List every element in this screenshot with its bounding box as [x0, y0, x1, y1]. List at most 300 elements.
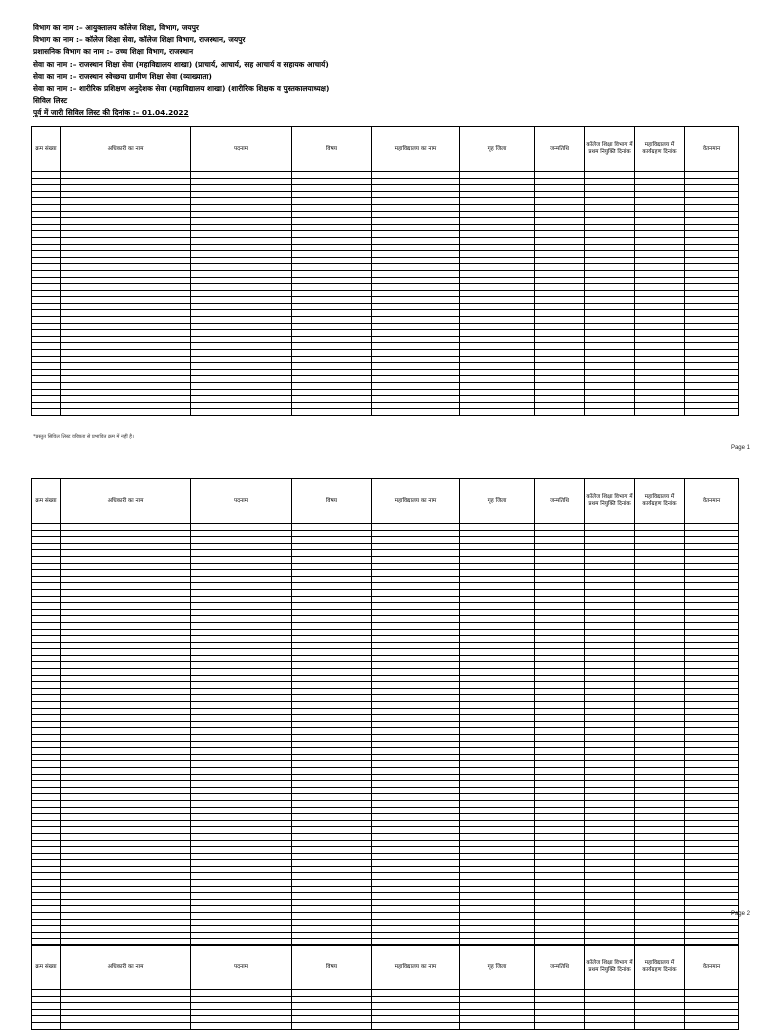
table-cell	[535, 589, 585, 596]
table-cell	[685, 800, 739, 807]
table-cell	[61, 583, 191, 590]
table-cell	[635, 860, 685, 867]
table-cell	[585, 172, 635, 179]
table-cell	[292, 556, 372, 563]
table-cell	[635, 932, 685, 939]
table-cell	[32, 721, 61, 728]
table-cell	[292, 636, 372, 643]
table-cell	[61, 761, 191, 768]
table-cell	[535, 688, 585, 695]
table-cell	[685, 1022, 739, 1029]
table-cell	[191, 191, 292, 198]
table-cell	[191, 211, 292, 218]
table-row	[32, 178, 739, 185]
table-cell	[535, 524, 585, 531]
table-cell	[32, 336, 61, 343]
table-cell	[635, 899, 685, 906]
table-cell	[460, 257, 535, 264]
table-cell	[685, 257, 739, 264]
table-cell	[61, 787, 191, 794]
table-cell	[585, 530, 635, 537]
table-cell	[191, 603, 292, 610]
table-cell	[535, 996, 585, 1003]
civil-list-table-page-2	[31, 478, 739, 946]
table-cell	[535, 728, 585, 735]
table-cell	[460, 827, 535, 834]
table-cell	[61, 310, 191, 317]
table-cell	[685, 409, 739, 416]
table-cell	[372, 741, 460, 748]
table-cell	[32, 350, 61, 357]
table-cell	[292, 860, 372, 867]
table-cell	[191, 389, 292, 396]
table-cell	[292, 1003, 372, 1010]
table-cell	[292, 343, 372, 350]
table-cell	[191, 1022, 292, 1029]
table-cell	[685, 833, 739, 840]
table-cell	[585, 767, 635, 774]
table-cell	[685, 932, 739, 939]
table-cell	[292, 218, 372, 225]
table-cell	[585, 198, 635, 205]
table-cell	[191, 715, 292, 722]
table-cell	[191, 669, 292, 676]
table-cell	[460, 728, 535, 735]
table-cell	[585, 735, 635, 742]
table-cell	[372, 847, 460, 854]
table-cell	[460, 178, 535, 185]
table-cell	[61, 748, 191, 755]
table-cell	[61, 932, 191, 939]
table-cell	[61, 873, 191, 880]
table-cell	[372, 609, 460, 616]
table-cell	[460, 350, 535, 357]
table-cell	[292, 596, 372, 603]
table-cell	[372, 369, 460, 376]
table-row	[32, 754, 739, 761]
table-cell	[635, 774, 685, 781]
table-cell	[685, 383, 739, 390]
table-cell	[460, 383, 535, 390]
table-cell	[635, 1016, 685, 1023]
table-cell	[535, 198, 585, 205]
table-cell	[61, 303, 191, 310]
table-cell	[460, 218, 535, 225]
table-cell	[32, 524, 61, 531]
table-cell	[585, 389, 635, 396]
table-cell	[61, 402, 191, 409]
table-row	[32, 649, 739, 656]
table-row	[32, 735, 739, 742]
table-cell	[191, 556, 292, 563]
table-cell	[635, 649, 685, 656]
table-cell	[292, 886, 372, 893]
table-cell	[635, 642, 685, 649]
table-cell	[292, 237, 372, 244]
table-cell	[460, 906, 535, 913]
table-cell	[292, 893, 372, 900]
table-cell	[535, 893, 585, 900]
table-cell	[61, 926, 191, 933]
table-row	[32, 185, 739, 192]
table-cell	[32, 728, 61, 735]
table-cell	[191, 926, 292, 933]
table-cell	[292, 840, 372, 847]
table-cell	[191, 383, 292, 390]
table-cell	[372, 402, 460, 409]
table-cell	[535, 781, 585, 788]
table-cell	[191, 284, 292, 291]
table-cell	[635, 873, 685, 880]
table-cell	[460, 761, 535, 768]
table-cell	[635, 996, 685, 1003]
table-cell	[292, 919, 372, 926]
table-row	[32, 833, 739, 840]
table-cell	[372, 932, 460, 939]
table-cell	[61, 682, 191, 689]
table-cell	[32, 649, 61, 656]
table-cell	[292, 191, 372, 198]
table-cell	[460, 996, 535, 1003]
table-cell	[535, 932, 585, 939]
table-row	[32, 363, 739, 370]
table-cell	[685, 172, 739, 179]
table-cell	[292, 688, 372, 695]
table-cell	[372, 596, 460, 603]
table-cell	[585, 675, 635, 682]
table-cell	[32, 893, 61, 900]
table-cell	[372, 913, 460, 920]
table-cell	[635, 530, 685, 537]
table-cell	[372, 622, 460, 629]
table-cell	[585, 589, 635, 596]
table-row	[32, 550, 739, 557]
table-cell	[685, 185, 739, 192]
table-cell	[292, 616, 372, 623]
table-cell	[61, 728, 191, 735]
table-cell	[460, 642, 535, 649]
table-cell	[585, 270, 635, 277]
table-cell	[685, 1009, 739, 1016]
table-cell	[372, 886, 460, 893]
table-cell	[585, 748, 635, 755]
table-cell	[635, 264, 685, 271]
table-row	[32, 781, 739, 788]
table-cell	[292, 853, 372, 860]
table-cell	[292, 642, 372, 649]
table-cell	[535, 343, 585, 350]
table-cell	[585, 350, 635, 357]
table-cell	[460, 396, 535, 403]
table-cell	[460, 622, 535, 629]
col-home-district: गृह जिला	[460, 479, 535, 524]
table-cell	[685, 741, 739, 748]
table-cell	[585, 409, 635, 416]
table-cell	[685, 363, 739, 370]
table-cell	[635, 906, 685, 913]
table-cell	[372, 866, 460, 873]
table-row	[32, 543, 739, 550]
table-cell	[32, 290, 61, 297]
table-cell	[61, 616, 191, 623]
table-cell	[460, 389, 535, 396]
table-cell	[191, 748, 292, 755]
table-cell	[191, 735, 292, 742]
table-cell	[372, 669, 460, 676]
table-cell	[585, 556, 635, 563]
table-row	[32, 264, 739, 271]
page-number: Page 2	[730, 911, 750, 917]
table-cell	[585, 570, 635, 577]
table-cell	[61, 636, 191, 643]
table-cell	[292, 356, 372, 363]
table-cell	[32, 800, 61, 807]
table-cell	[685, 735, 739, 742]
table-cell	[32, 616, 61, 623]
table-cell	[635, 270, 685, 277]
table-cell	[32, 356, 61, 363]
table-cell	[635, 1009, 685, 1016]
table-cell	[32, 204, 61, 211]
table-cell	[635, 1003, 685, 1010]
table-cell	[32, 873, 61, 880]
table-cell	[460, 820, 535, 827]
table-cell	[685, 264, 739, 271]
table-row	[32, 224, 739, 231]
table-cell	[61, 820, 191, 827]
table-cell	[292, 297, 372, 304]
table-cell	[372, 363, 460, 370]
table-cell	[372, 218, 460, 225]
table-cell	[635, 767, 685, 774]
table-cell	[585, 886, 635, 893]
table-cell	[460, 556, 535, 563]
table-cell	[585, 583, 635, 590]
table-cell	[292, 827, 372, 834]
table-cell	[372, 343, 460, 350]
table-row	[32, 244, 739, 251]
table-cell	[635, 583, 685, 590]
table-cell	[685, 323, 739, 330]
table-cell	[61, 556, 191, 563]
table-cell	[685, 290, 739, 297]
table-cell	[685, 244, 739, 251]
table-cell	[61, 596, 191, 603]
table-cell	[32, 530, 61, 537]
table-cell	[372, 655, 460, 662]
table-cell	[61, 781, 191, 788]
table-cell	[292, 767, 372, 774]
table-cell	[32, 741, 61, 748]
table-cell	[191, 840, 292, 847]
table-cell	[585, 990, 635, 997]
table-cell	[191, 899, 292, 906]
table-cell	[585, 814, 635, 821]
table-cell	[32, 396, 61, 403]
table-cell	[61, 990, 191, 997]
table-row	[32, 886, 739, 893]
table-cell	[460, 251, 535, 258]
table-cell	[32, 853, 61, 860]
table-cell	[535, 886, 585, 893]
table-header-row	[32, 479, 739, 524]
table-cell	[32, 570, 61, 577]
table-cell	[372, 926, 460, 933]
table-row	[32, 761, 739, 768]
table-cell	[635, 524, 685, 531]
col-home-district: गृह जिला	[460, 127, 535, 172]
table-cell	[685, 616, 739, 623]
table-cell	[635, 603, 685, 610]
table-cell	[32, 906, 61, 913]
table-cell	[292, 754, 372, 761]
table-cell	[61, 178, 191, 185]
table-cell	[535, 570, 585, 577]
table-cell	[191, 642, 292, 649]
table-cell	[460, 603, 535, 610]
table-cell	[32, 603, 61, 610]
table-cell	[685, 603, 739, 610]
table-row	[32, 682, 739, 689]
table-cell	[32, 376, 61, 383]
table-cell	[292, 402, 372, 409]
table-cell	[292, 873, 372, 880]
table-cell	[191, 376, 292, 383]
table-cell	[61, 655, 191, 662]
table-cell	[585, 860, 635, 867]
table-cell	[535, 1003, 585, 1010]
table-cell	[685, 576, 739, 583]
table-cell	[292, 622, 372, 629]
table-cell	[372, 231, 460, 238]
table-row	[32, 576, 739, 583]
table-row	[32, 369, 739, 376]
table-cell	[685, 376, 739, 383]
table-cell	[635, 708, 685, 715]
table-cell	[61, 198, 191, 205]
col-designation: पदनाम	[191, 479, 292, 524]
table-row	[32, 629, 739, 636]
table-cell	[191, 814, 292, 821]
table-cell	[61, 906, 191, 913]
table-cell	[535, 363, 585, 370]
table-cell	[292, 310, 372, 317]
table-cell	[635, 853, 685, 860]
table-cell	[635, 675, 685, 682]
table-cell	[685, 402, 739, 409]
table-cell	[191, 708, 292, 715]
table-cell	[292, 270, 372, 277]
table-cell	[61, 735, 191, 742]
table-cell	[635, 827, 685, 834]
table-cell	[535, 172, 585, 179]
table-row	[32, 191, 739, 198]
table-cell	[460, 290, 535, 297]
table-cell	[460, 402, 535, 409]
table-cell	[460, 774, 535, 781]
table-cell	[32, 284, 61, 291]
table-cell	[191, 787, 292, 794]
table-cell	[32, 303, 61, 310]
table-cell	[191, 820, 292, 827]
table-cell	[191, 702, 292, 709]
table-cell	[685, 794, 739, 801]
table-cell	[535, 603, 585, 610]
table-cell	[191, 303, 292, 310]
col-pay-scale: वेतनमान	[685, 479, 739, 524]
table-cell	[191, 990, 292, 997]
table-cell	[191, 996, 292, 1003]
table-row	[32, 277, 739, 284]
table-row	[32, 350, 739, 357]
table-cell	[535, 820, 585, 827]
table-cell	[32, 231, 61, 238]
table-cell	[585, 1003, 635, 1010]
table-cell	[585, 662, 635, 669]
table-row	[32, 800, 739, 807]
table-cell	[635, 550, 685, 557]
table-cell	[460, 237, 535, 244]
table-cell	[460, 524, 535, 531]
table-cell	[585, 932, 635, 939]
table-cell	[685, 389, 739, 396]
table-cell	[460, 317, 535, 324]
table-cell	[372, 800, 460, 807]
table-cell	[32, 330, 61, 337]
col-first-appointment-date: कॉलेज शिक्षा विभाग में प्रथम नियुक्ति दिनांक	[585, 127, 635, 172]
table-cell	[685, 237, 739, 244]
table-row	[32, 622, 739, 629]
table-cell	[685, 662, 739, 669]
table-cell	[32, 543, 61, 550]
table-cell	[460, 886, 535, 893]
table-cell	[535, 629, 585, 636]
table-row	[32, 926, 739, 933]
table-cell	[460, 629, 535, 636]
table-row	[32, 389, 739, 396]
table-cell	[372, 860, 460, 867]
table-cell	[372, 297, 460, 304]
table-cell	[685, 695, 739, 702]
table-cell	[460, 616, 535, 623]
table-cell	[372, 537, 460, 544]
table-cell	[685, 708, 739, 715]
table-cell	[191, 781, 292, 788]
table-cell	[372, 990, 460, 997]
table-cell	[585, 402, 635, 409]
table-cell	[61, 1009, 191, 1016]
table-cell	[372, 244, 460, 251]
table-cell	[292, 570, 372, 577]
table-cell	[635, 350, 685, 357]
table-cell	[635, 284, 685, 291]
table-cell	[292, 583, 372, 590]
table-cell	[585, 682, 635, 689]
table-cell	[585, 761, 635, 768]
table-cell	[685, 688, 739, 695]
table-cell	[292, 336, 372, 343]
table-cell	[685, 297, 739, 304]
table-cell	[535, 303, 585, 310]
table-cell	[191, 1009, 292, 1016]
table-cell	[292, 899, 372, 906]
table-cell	[635, 310, 685, 317]
table-cell	[635, 662, 685, 669]
table-row	[32, 603, 739, 610]
table-cell	[191, 244, 292, 251]
table-cell	[685, 537, 739, 544]
table-row	[32, 893, 739, 900]
